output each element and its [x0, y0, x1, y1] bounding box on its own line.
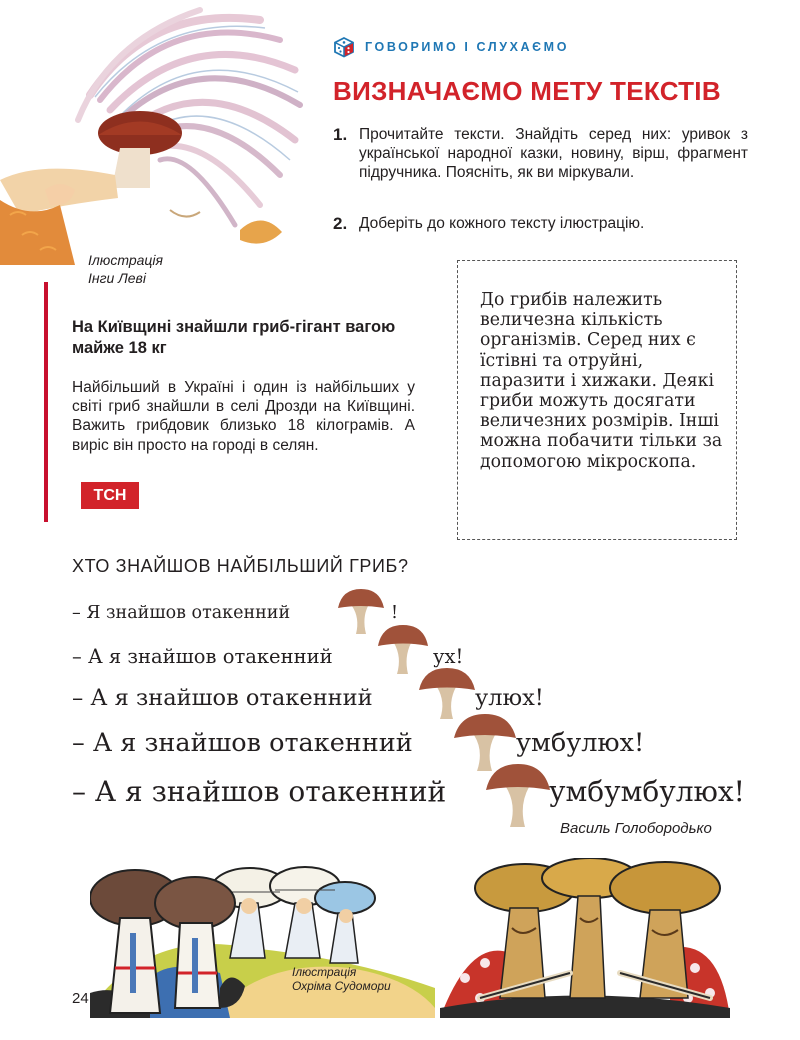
page-title: ВИЗНАЧАЄМО МЕТУ ТЕКСТІВ — [333, 76, 721, 106]
news-source-badge: ТСН — [81, 482, 139, 509]
illustration-caption — [88, 251, 163, 287]
news-body: Найбільший в Україні і один із найбільших у світі гриб знайшли в селі Дрозди на Київщині. Важить грибдовик близько 18 кілограмів. А виріс він просто на городі в селян. — [72, 379, 415, 454]
mushroom-icon — [484, 763, 552, 827]
poem-line-text: – А я знайшов отакенний — [72, 685, 373, 711]
task-1 — [333, 125, 748, 182]
margin-rule — [44, 282, 48, 522]
task-number: 2. — [333, 214, 348, 233]
poem-line — [72, 685, 373, 711]
poem-line-text: – А я знайшов отакенний — [72, 728, 413, 758]
poem-line-ending: умбумбулюх! — [549, 775, 745, 808]
poem-line-ending: улюх! — [475, 685, 544, 711]
mushroom-icon — [417, 667, 477, 719]
caption-line: Ілюстрація — [88, 252, 163, 268]
poem-line — [72, 775, 446, 808]
page-number: 24 — [72, 990, 89, 1007]
poem-line-text: – А я знайшов отакенний — [72, 775, 447, 808]
task-2 — [333, 214, 748, 233]
poem-title: ХТО ЗНАЙШОВ НАЙБІЛЬШИЙ ГРИБ? — [72, 556, 409, 576]
textbook-fragment-text: До грибів належить величезна кількість організмів. Серед них є їстівні та отруйні, паразити і хижаки. Деякі гриби можуть досягати величезних розмірів. Інші можна побачити тільки за допомогою мікроскопа. — [480, 290, 723, 472]
poem-line-ending: ! — [391, 603, 399, 623]
poem-line-ending: ух! — [433, 645, 464, 668]
poem-line — [72, 645, 333, 668]
illustration-caption — [292, 965, 391, 993]
poem-author: Василь Голобородько — [560, 820, 712, 837]
news-title: На Київщині знайшли гриб-гігант вагою майже 18 кг — [72, 318, 396, 357]
task-text: Доберіть до кожного тексту ілюстрацію. — [359, 215, 645, 232]
poem-line — [72, 603, 290, 623]
mushroom-folk-illustration-right — [440, 858, 730, 1018]
poem-line-text: – Я знайшов отакенний — [72, 603, 291, 623]
mushroom-folk-illustration-left — [90, 858, 440, 1018]
caption-line: Ілюстрація — [292, 965, 357, 979]
mushroom-child-illustration — [0, 0, 310, 265]
poem-line-ending: умбулюх! — [516, 728, 645, 758]
task-number: 1. — [333, 125, 348, 144]
section-label: ГОВОРИМО І СЛУХАЄМО — [365, 40, 570, 54]
caption-line: Інги Леві — [88, 270, 146, 286]
poem-line-text: – А я знайшов отакенний — [72, 645, 333, 668]
task-text: Прочитайте тексти. Знайдіть серед них: уривок з української народної казки, новину, вірш, фрагмент підручника. Поясніть, як ви міркували. — [359, 126, 748, 181]
section-header — [333, 36, 569, 58]
poem-line — [72, 728, 413, 758]
caption-line: Охріма Судомори — [292, 979, 391, 993]
dice-icon — [333, 36, 355, 58]
